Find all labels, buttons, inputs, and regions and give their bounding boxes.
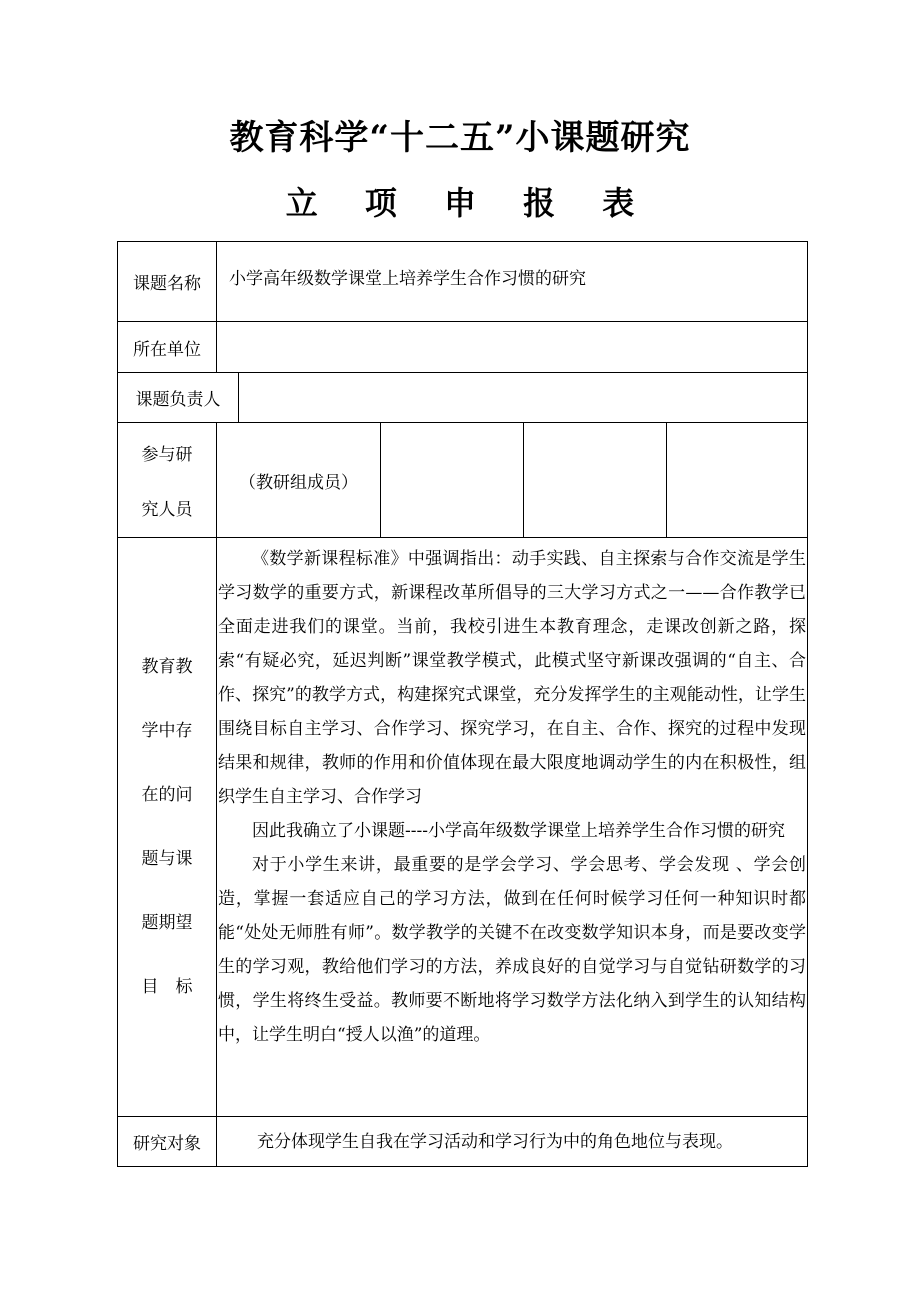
participants-row <box>117 422 808 537</box>
participants-label <box>118 423 217 537</box>
label-line: 题期望 <box>141 913 193 933</box>
leader-label: 课题负责人 <box>118 373 239 422</box>
participants-label-line2: 究人员 <box>141 500 193 520</box>
label-line: 在的问 <box>141 785 193 805</box>
participant-cell <box>381 423 524 537</box>
problems-goals-label <box>118 538 217 1116</box>
application-form <box>117 241 808 1167</box>
content-paragraph: 对于小学生来讲，最重要的是学会学习、学会思考、学会发现 、学会创造，掌握一套适应自己的学习方法，做到在任何时候学习任何一种知识时都能“处处无师胜有师”。数学教学的关键不在改变数学知识本身，而是要改变学生的学习观，教给他们学习的方法，养成良好的自觉学习与自觉钻研数学的习惯，学生将终生受益。教师要不断地将学习数学方法化纳入到学生的认知结构中，让学生明白“授人以渔”的道理。 <box>218 855 806 1045</box>
topic-name-row <box>117 241 808 321</box>
label-line: 题与课 <box>141 849 193 869</box>
problems-goals-row <box>117 537 808 1116</box>
participant-cell <box>524 423 667 537</box>
unit-row <box>117 321 808 372</box>
participant-cell <box>667 423 807 537</box>
content-paragraph: 《数学新课程标准》中强调指出：动手实践、自主探索与合作交流是学生学习数学的重要方式，新课程改革所倡导的三大学习方式之一——合作教学已全面走进我们的课堂。当前，我校引进生本教育理念，走课改创新之路，探索“有疑必究，延迟判断”课堂教学模式，此模式坚守新课改强调的“自主、合作、探究”的教学方式，构建探究式课堂，充分发挥学生的主观能动性，让学生围绕目标自主学习、合作学习、探究学习，在自主、合作、探究的过程中发现结果和规律，教师的作用和价值体现在最大限度地调动学生的内在积极性，组织学生自主学习、合作学习 <box>218 549 806 807</box>
content-paragraph: 因此我确立了小课题----小学高年级数学课堂上培养学生合作习惯的研究 <box>252 821 785 841</box>
participants-label-line1: 参与研 <box>141 445 193 465</box>
participant-cell: （教研组成员） <box>217 423 381 537</box>
document-title: 教育科学“十二五”小课题研究 <box>229 118 691 158</box>
unit-value <box>229 322 799 372</box>
leader-value <box>249 373 799 422</box>
document-subtitle: 立 项 申 报 表 <box>285 184 653 222</box>
leader-row <box>117 372 808 422</box>
label-line: 目 标 <box>141 977 193 997</box>
subjects-row <box>117 1116 808 1167</box>
subjects-value: 充分体现学生自我在学习活动和学习行为中的角色地位与表现。 <box>257 1131 733 1152</box>
topic-name-value: 小学高年级数学课堂上培养学生合作习惯的研究 <box>229 269 586 289</box>
label-line: 教育教 <box>141 657 193 677</box>
subjects-label: 研究对象 <box>118 1117 217 1166</box>
problems-goals-content <box>218 542 806 1116</box>
label-line: 学中存 <box>141 721 193 741</box>
topic-name-label: 课题名称 <box>118 242 217 321</box>
unit-label: 所在单位 <box>118 322 217 372</box>
